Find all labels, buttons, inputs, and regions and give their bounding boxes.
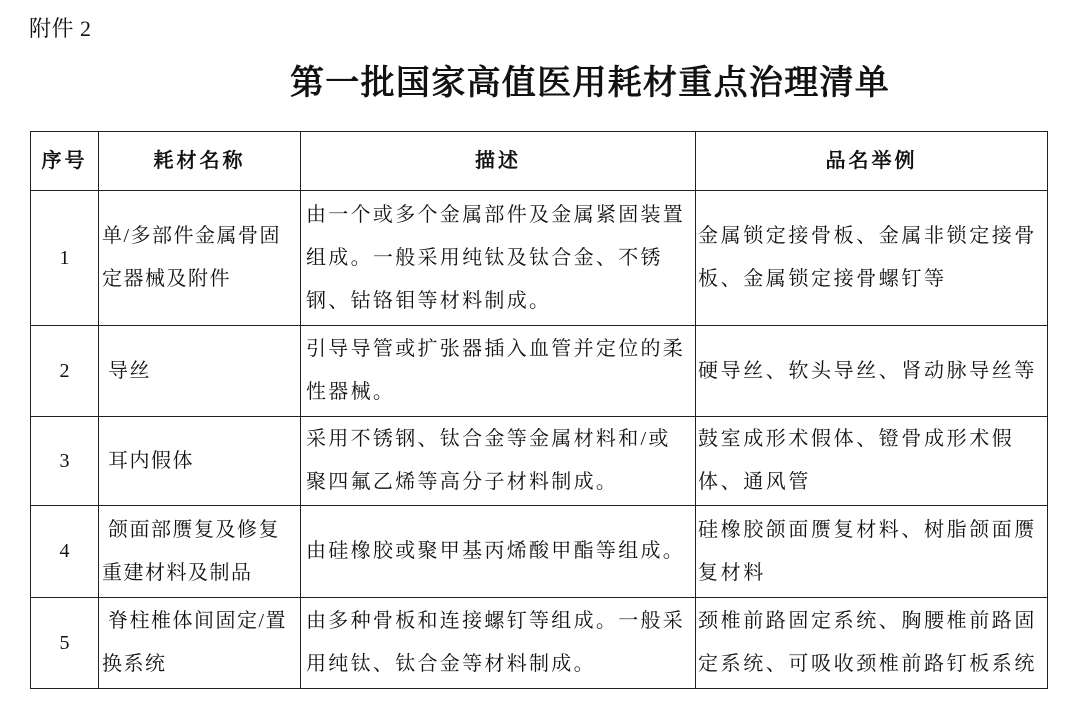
page-title: 第一批国家高值医用耗材重点治理清单 bbox=[290, 65, 891, 102]
table-row bbox=[31, 506, 1048, 598]
row-name: 脊柱椎体间固定/置换系统 bbox=[99, 598, 301, 689]
row-description: 引导导管或扩张器插入血管并定位的柔性器械。 bbox=[301, 326, 696, 417]
row-examples: 金属锁定接骨板、金属非锁定接骨板、金属锁定接骨螺钉等 bbox=[696, 191, 1048, 326]
row-description: 采用不锈钢、钛合金等金属材料和/或聚四氟乙烯等高分子材料制成。 bbox=[301, 417, 696, 506]
table-row bbox=[31, 191, 1048, 326]
header-description: 描述 bbox=[301, 132, 696, 191]
table-row bbox=[31, 417, 1048, 506]
row-examples: 鼓室成形术假体、镫骨成形术假体、通风管 bbox=[696, 417, 1048, 506]
row-examples: 硅橡胶颌面赝复材料、树脂颌面赝复材料 bbox=[696, 506, 1048, 598]
row-name: 颌面部赝复及修复重建材料及制品 bbox=[99, 506, 301, 598]
table-header-row bbox=[31, 132, 1048, 191]
row-examples: 颈椎前路固定系统、胸腰椎前路固定系统、可吸收颈椎前路钉板系统 bbox=[696, 598, 1048, 689]
header-name: 耗材名称 bbox=[99, 132, 301, 191]
row-number: 2 bbox=[31, 326, 99, 417]
row-description: 由多种骨板和连接螺钉等组成。一般采用纯钛、钛合金等材料制成。 bbox=[301, 598, 696, 689]
consumables-table bbox=[30, 131, 1048, 689]
table-row bbox=[31, 598, 1048, 689]
row-number: 3 bbox=[31, 417, 99, 506]
row-number: 1 bbox=[31, 191, 99, 326]
row-name: 耳内假体 bbox=[99, 417, 301, 506]
row-description: 由一个或多个金属部件及金属紧固装置组成。一般采用纯钛及钛合金、不锈钢、钴铬钼等材料制成。 bbox=[301, 191, 696, 326]
header-no: 序号 bbox=[31, 132, 99, 191]
header-examples: 品名举例 bbox=[696, 132, 1048, 191]
row-number: 5 bbox=[31, 598, 99, 689]
row-examples: 硬导丝、软头导丝、肾动脉导丝等 bbox=[696, 326, 1048, 417]
row-description: 由硅橡胶或聚甲基丙烯酸甲酯等组成。 bbox=[301, 506, 696, 598]
row-name: 单/多部件金属骨固定器械及附件 bbox=[99, 191, 301, 326]
row-number: 4 bbox=[31, 506, 99, 598]
attachment-label: 附件 2 bbox=[29, 16, 92, 41]
table-row bbox=[31, 326, 1048, 417]
row-name: 导丝 bbox=[99, 326, 301, 417]
